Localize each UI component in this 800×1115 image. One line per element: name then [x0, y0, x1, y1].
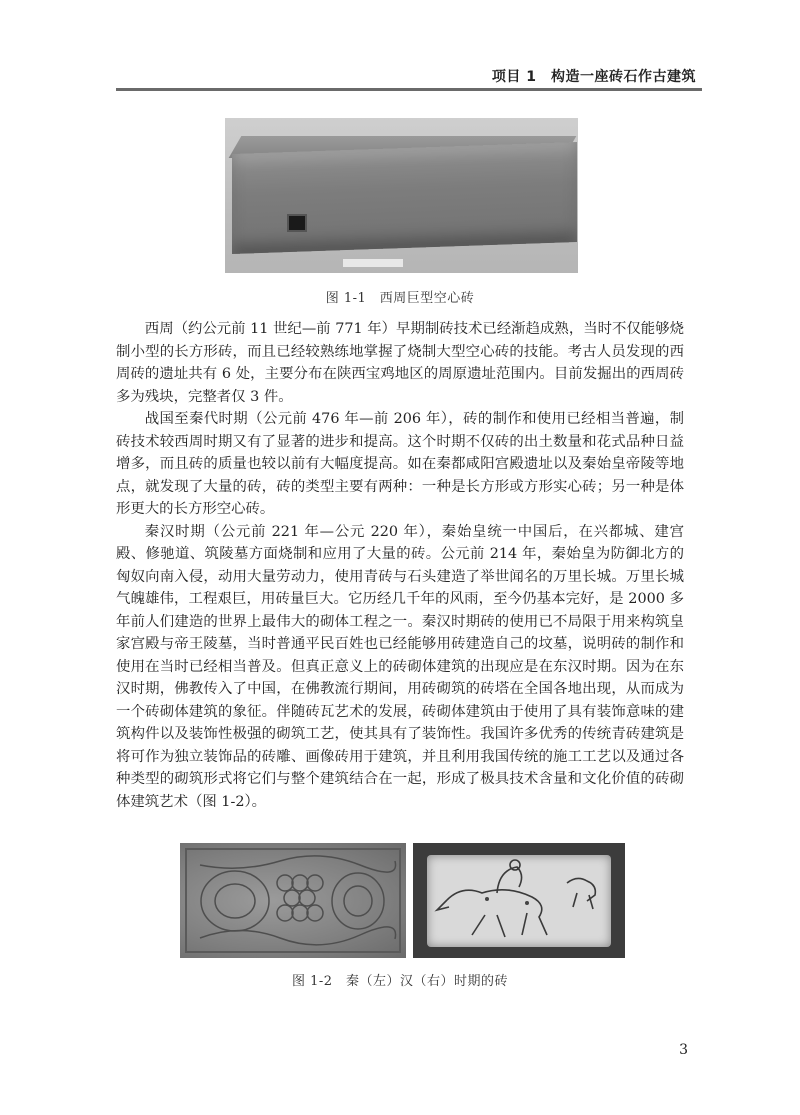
running-header	[116, 62, 702, 91]
figure-2-caption: 图 1-2 秦（左）汉（右）时期的砖	[291, 974, 509, 989]
page-number: 3	[679, 1042, 688, 1058]
figure-2-image-han-brick	[413, 843, 625, 958]
running-title: 项目 1 构造一座砖石作古建筑	[491, 69, 696, 85]
brick-hole	[287, 214, 307, 232]
paragraph-western-zhou: 西周（约公元前 11 世纪—前 771 年）早期制砖技术已经渐趋成熟，当时不仅能够烧制小型的长方形砖，而且已经较熟练地掌握了烧制大型空心砖的技能。考古人员发现的西周砖的遗址共有 6 处，主要分布在陕西宝鸡地区的周原遗址范围内。目前发掘出的西周砖多为残块，完整者仅 3 件。	[116, 321, 684, 405]
figure-2-image-qin-brick	[180, 843, 406, 958]
figure-1-image-hollow-brick	[225, 118, 578, 273]
han-brick-panel	[427, 855, 611, 947]
body-text	[116, 318, 684, 813]
figure-1-caption: 图 1-1 西周巨型空心砖	[325, 291, 475, 306]
paragraph-qin-han: 秦汉时期（公元前 221 年—公元 220 年），秦始皇统一中国后，在兴都城、建宫殿、修驰道、筑陵墓方面烧制和应用了大量的砖。公元前 214 年，秦始皇为防御北方的匈奴向南入侵，动用大量劳动力，使用青砖与石头建造了举世闻名的万里长城。万里长城气魄雄伟，工程艰巨，用砖量巨大。它历经几千年的风雨，至今仍基本完好，是 2000 多年前人们建造的世界上最伟大的砌体工程之一。秦汉时期砖的使用已不局限于用来构筑皇家宫殿与帝王陵墓，当时普通平民百姓也已经能够用砖建造自己的坟墓，说明砖的制作和使用在当时已经相当普及。但真正意义上的砖砌体建筑的出现应是在东汉时期。因为在东汉时期，佛教传入了中国，在佛教流行期间，用砖砌筑的砖塔在全国各地出现，从而成为一个砖砌体建筑的象征。伴随砖瓦艺术的发展，砖砌体建筑由于使用了具有装饰意味的建筑构件以及装饰性极强的砌筑工艺，使其具有了装饰性。我国许多优秀的传统青砖建筑是将可作为独立装饰品的砖雕、画像砖用于建筑，并且利用我国传统的施工工艺以及通过各种类型的砌筑形式将它们与整个建筑结合在一起，形成了极具技术含量和文化价值的砖砌体建筑艺术（图 1-2）。	[116, 523, 684, 810]
qin-brick-pattern	[180, 843, 406, 958]
brick-front-face	[232, 142, 577, 254]
horse-rider-drawing	[427, 855, 611, 947]
museum-label-plaque	[343, 259, 403, 267]
paragraph-warring-states-qin: 战国至秦代时期（公元前 476 年—前 206 年），砖的制作和使用已经相当普遍，制砖技术较西周时期又有了显著的进步和提高。这个时期不仅砖的出土数量和花式品种日益增多，而且砖的质量也较以前有大幅度提高。如在秦都咸阳宫殿遗址以及秦始皇帝陵等地点，就发现了大量的砖，砖的类型主要有两种：一种是长方形或方形实心砖；另一种是体形更大的长方形空心砖。	[116, 411, 684, 517]
